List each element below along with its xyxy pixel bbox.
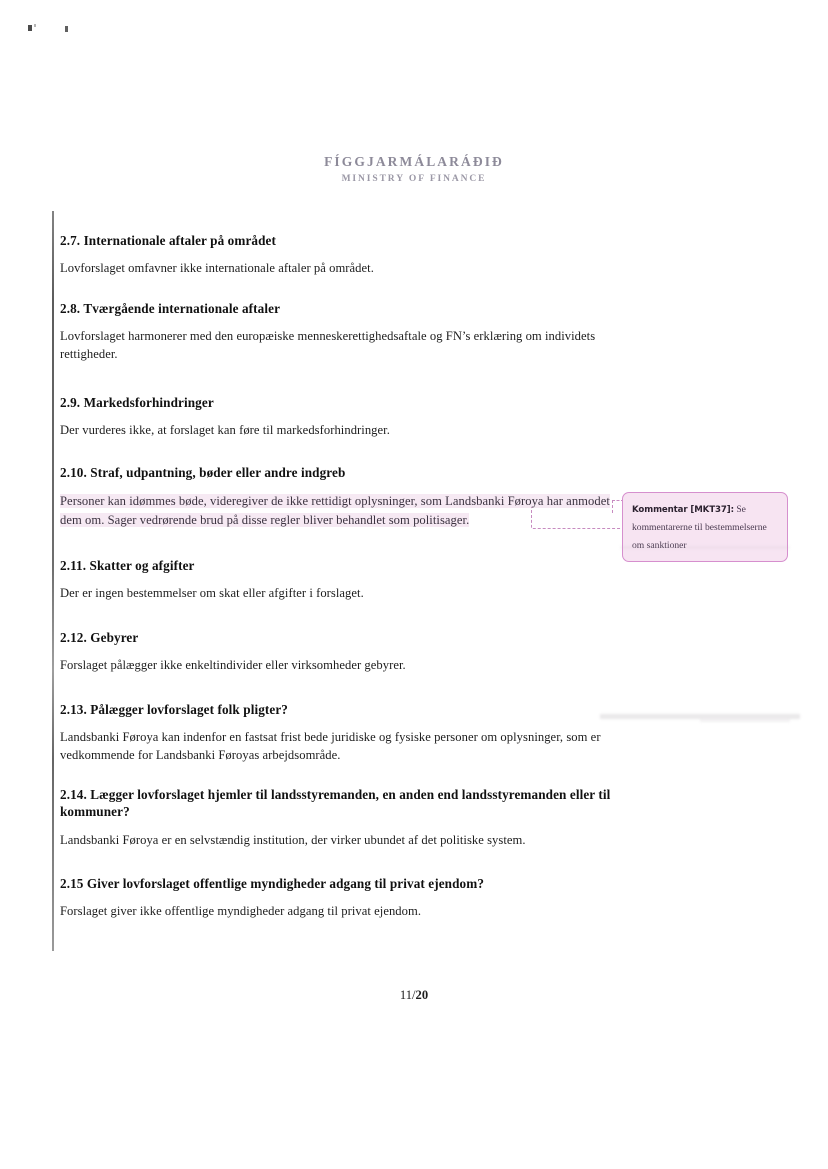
section-paragraph: Der er ingen bestemmelser om skat eller afgifter i forslaget. — [60, 586, 364, 601]
section-2-14 — [60, 786, 616, 850]
comment-connector-line — [531, 507, 624, 529]
section-heading: 2.12. Gebyrer — [60, 630, 139, 645]
scan-artifact-smudge — [700, 719, 790, 722]
section-2-15 — [60, 875, 616, 921]
section-heading: 2.10. Straf, udpantning, bøder eller andre indgreb — [60, 465, 346, 480]
section-paragraph: Forslaget giver ikke offentlige myndigheder adgang til privat ejendom. — [60, 904, 422, 919]
section-2-7 — [60, 232, 616, 278]
section-heading: 2.15 Giver lovforslaget offentlige myndigheder adgang til privat ejendom? — [60, 876, 485, 891]
scan-artifact-speck — [65, 26, 68, 32]
section-paragraph: Der vurderes ikke, at forslaget kan føre til markedsforhindringer. — [60, 423, 390, 438]
scan-artifact-speck — [34, 24, 36, 27]
section-2-9 — [60, 394, 616, 440]
section-heading: 2.9. Markedsforhindringer — [60, 395, 214, 410]
page-number-total: 20 — [415, 988, 429, 1002]
section-2-13 — [60, 701, 616, 765]
section-2-11 — [60, 557, 616, 603]
page-number-current: 11 — [399, 988, 413, 1002]
section-paragraph: Personer kan idømmes bøde, videregiver de ikke rettidigt oplysninger, som Landsbanki Føroya har anmodet dem om. Sager vedrørende brud på disse regler bliver behandlet som politisager. — [60, 494, 610, 528]
letterhead — [0, 154, 828, 186]
section-heading: 2.8. Tværgående internationale aftaler — [60, 301, 281, 316]
page-footer — [0, 988, 828, 1003]
section-2-8 — [60, 300, 616, 364]
section-heading: 2.14. Lægger lovforslaget hjemler til landsstyremanden, en anden end landsstyremanden eller til kommuner? — [60, 787, 611, 820]
section-paragraph: Forslaget pålægger ikke enkeltindivider eller virksomheder gebyrer. — [60, 658, 406, 673]
section-heading: 2.7. Internationale aftaler på området — [60, 233, 276, 248]
section-heading: 2.11. Skatter og afgifter — [60, 558, 195, 573]
comment-author-label: Kommentar [MKT37]: — [632, 505, 734, 515]
section-paragraph: Lovforslaget harmonerer med den europæiske menneskerettighedsaftale og FN’s erklæring om individets rettigheder. — [60, 329, 596, 362]
ministry-name-faroese: FÍGGJARMÁLARÁÐIÐ — [324, 154, 504, 169]
section-heading: 2.13. Pålægger lovforslaget folk pligter? — [60, 702, 289, 717]
scan-artifact-smudge — [620, 546, 790, 549]
section-paragraph: Landsbanki Føroya kan indenfor en fastsat frist bede juridiske og fysiske personer om oplysninger, som er vedkommende for Landsbanki Føroyas arbejdsområde. — [60, 730, 601, 763]
section-paragraph: Landsbanki Føroya er en selvstændig institution, der virker ubundet af det politiske system. — [60, 832, 526, 847]
comment-balloon[interactable] — [622, 492, 788, 562]
section-paragraph: Lovforslaget omfavner ikke internationale aftaler på området. — [60, 261, 374, 276]
scan-artifact-speck — [28, 25, 32, 31]
section-2-12 — [60, 629, 616, 675]
revision-change-bar — [52, 211, 54, 951]
page-number-separator: / — [412, 988, 416, 1002]
comment-body-text: Se kommentarerne til bestemmelserne om sanktioner — [632, 504, 767, 551]
ministry-name-english: MINISTRY OF FINANCE — [341, 173, 487, 184]
